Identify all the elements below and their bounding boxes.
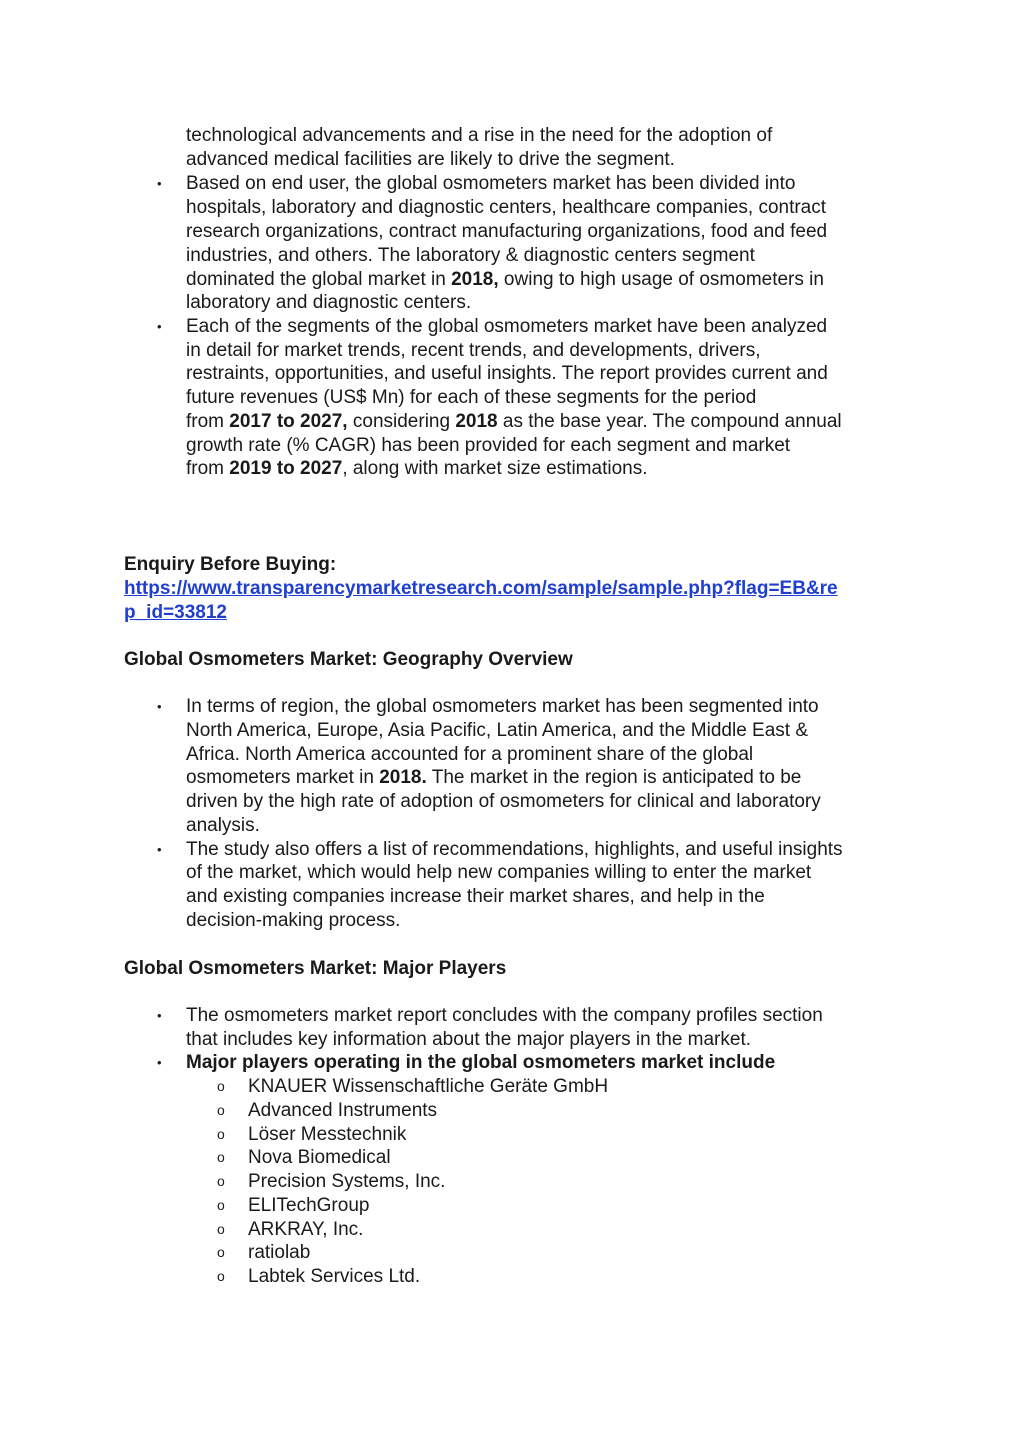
bullet-dot: • [157,319,162,334]
text-run: from [186,411,230,432]
end-user-line-3: research organizations, contract manufacturing organizations, food and feed [186,221,828,242]
enquiry-link-line-1[interactable]: https://www.transparencymarketresearch.com/sample/sample.php?flag=EB&re [124,578,838,599]
geography-b1-line-6: analysis. [186,815,260,836]
text-run: owing to high usage of osmometers in [498,269,824,290]
segments-line-6: growth rate (% CAGR) has been provided for each segment and market [186,435,791,456]
geography-b2-line-3: and existing companies increase their market shares, and help in the [186,886,765,907]
enquiry-label: Enquiry Before Buying: [124,554,337,575]
bullet-dot: • [157,842,162,857]
bullet-dot: • [157,1055,162,1070]
text-run: , along with market size estimations. [342,458,648,479]
geography-b1-line-5: driven by the high rate of adoption of osmometers for clinical and laboratory [186,791,821,812]
bold-year: 2018. [379,767,427,788]
players-heading: Global Osmometers Market: Major Players [124,958,507,979]
end-user-line-2: hospitals, laboratory and diagnostic centers, healthcare companies, contract [186,197,827,218]
text-run: osmometers market in [186,767,380,788]
text-run: as the base year. The compound annual [497,411,842,432]
sub-bullet-circle: o [217,1149,225,1165]
geography-b2-line-2: of the market, which would help new companies willing to enter the market [186,862,812,883]
company-item: Precision Systems, Inc. [248,1171,446,1192]
geography-b1-line-1: In terms of region, the global osmometers market has been segmented into [186,696,819,717]
enquiry-link-line-2[interactable]: p_id=33812 [124,602,227,623]
bold-period: 2017 to 2027, [229,411,348,432]
text-run: from [186,458,230,479]
company-item: Nova Biomedical [248,1147,391,1168]
company-item: ELITechGroup [248,1195,370,1216]
geography-b2-line-4: decision-making process. [186,910,401,931]
sub-bullet-circle: o [217,1078,225,1094]
end-user-line-1: Based on end user, the global osmometers market has been divided into [186,173,796,194]
bullet-dot: • [157,176,162,191]
geography-b1-line-3: Africa. North America accounted for a prominent share of the global [186,744,754,765]
segments-line-5 [186,410,842,434]
bullet-dot: • [157,699,162,714]
bold-period: 2019 to 2027 [229,458,343,479]
bold-year: 2018, [451,269,499,290]
geography-b2-line-1: The study also offers a list of recommendations, highlights, and useful insights [186,839,843,860]
segments-line-1: Each of the segments of the global osmometers market have been analyzed [186,316,828,337]
players-b2-line: Major players operating in the global osmometers market include [186,1052,776,1073]
segments-line-4: future revenues (US$ Mn) for each of these segments for the period [186,387,757,408]
geography-heading: Global Osmometers Market: Geography Overview [124,649,573,670]
text-run: dominated the global market in [186,269,452,290]
company-item: ratiolab [248,1242,311,1263]
intro-line-1: technological advancements and a rise in the need for the adoption of [186,125,773,146]
segments-line-7 [186,457,648,481]
company-item: KNAUER Wissenschaftliche Geräte GmbH [248,1076,609,1097]
geography-b1-line-2: North America, Europe, Asia Pacific, Latin America, and the Middle East & [186,720,809,741]
intro-line-2: advanced medical facilities are likely to drive the segment. [186,149,675,170]
players-b1-line-2: that includes key information about the major players in the market. [186,1029,752,1050]
sub-bullet-circle: o [217,1126,225,1142]
text-run: The market in the region is anticipated to be [426,767,802,788]
sub-bullet-circle: o [217,1102,225,1118]
sub-bullet-circle: o [217,1173,225,1189]
segments-line-3: restraints, opportunities, and useful insights. The report provides current and [186,363,828,384]
geography-b1-line-4 [186,766,801,790]
sub-bullet-circle: o [217,1197,225,1213]
bullet-dot: • [157,1008,162,1023]
company-item: Löser Messtechnik [248,1124,407,1145]
sub-bullet-circle: o [217,1221,225,1237]
players-b1-line-1: The osmometers market report concludes with the company profiles section [186,1005,823,1026]
segments-line-2: in detail for market trends, recent trends, and developments, drivers, [186,340,761,361]
bold-year: 2018 [455,411,498,432]
company-item: Labtek Services Ltd. [248,1266,421,1287]
end-user-line-6: laboratory and diagnostic centers. [186,292,472,313]
sub-bullet-circle: o [217,1268,225,1284]
company-item: ARKRAY, Inc. [248,1219,364,1240]
company-item: Advanced Instruments [248,1100,438,1121]
end-user-line-4: industries, and others. The laboratory & diagnostic centers segment [186,245,755,266]
sub-bullet-circle: o [217,1244,225,1260]
text-run: considering [347,411,456,432]
end-user-line-5 [186,268,824,292]
